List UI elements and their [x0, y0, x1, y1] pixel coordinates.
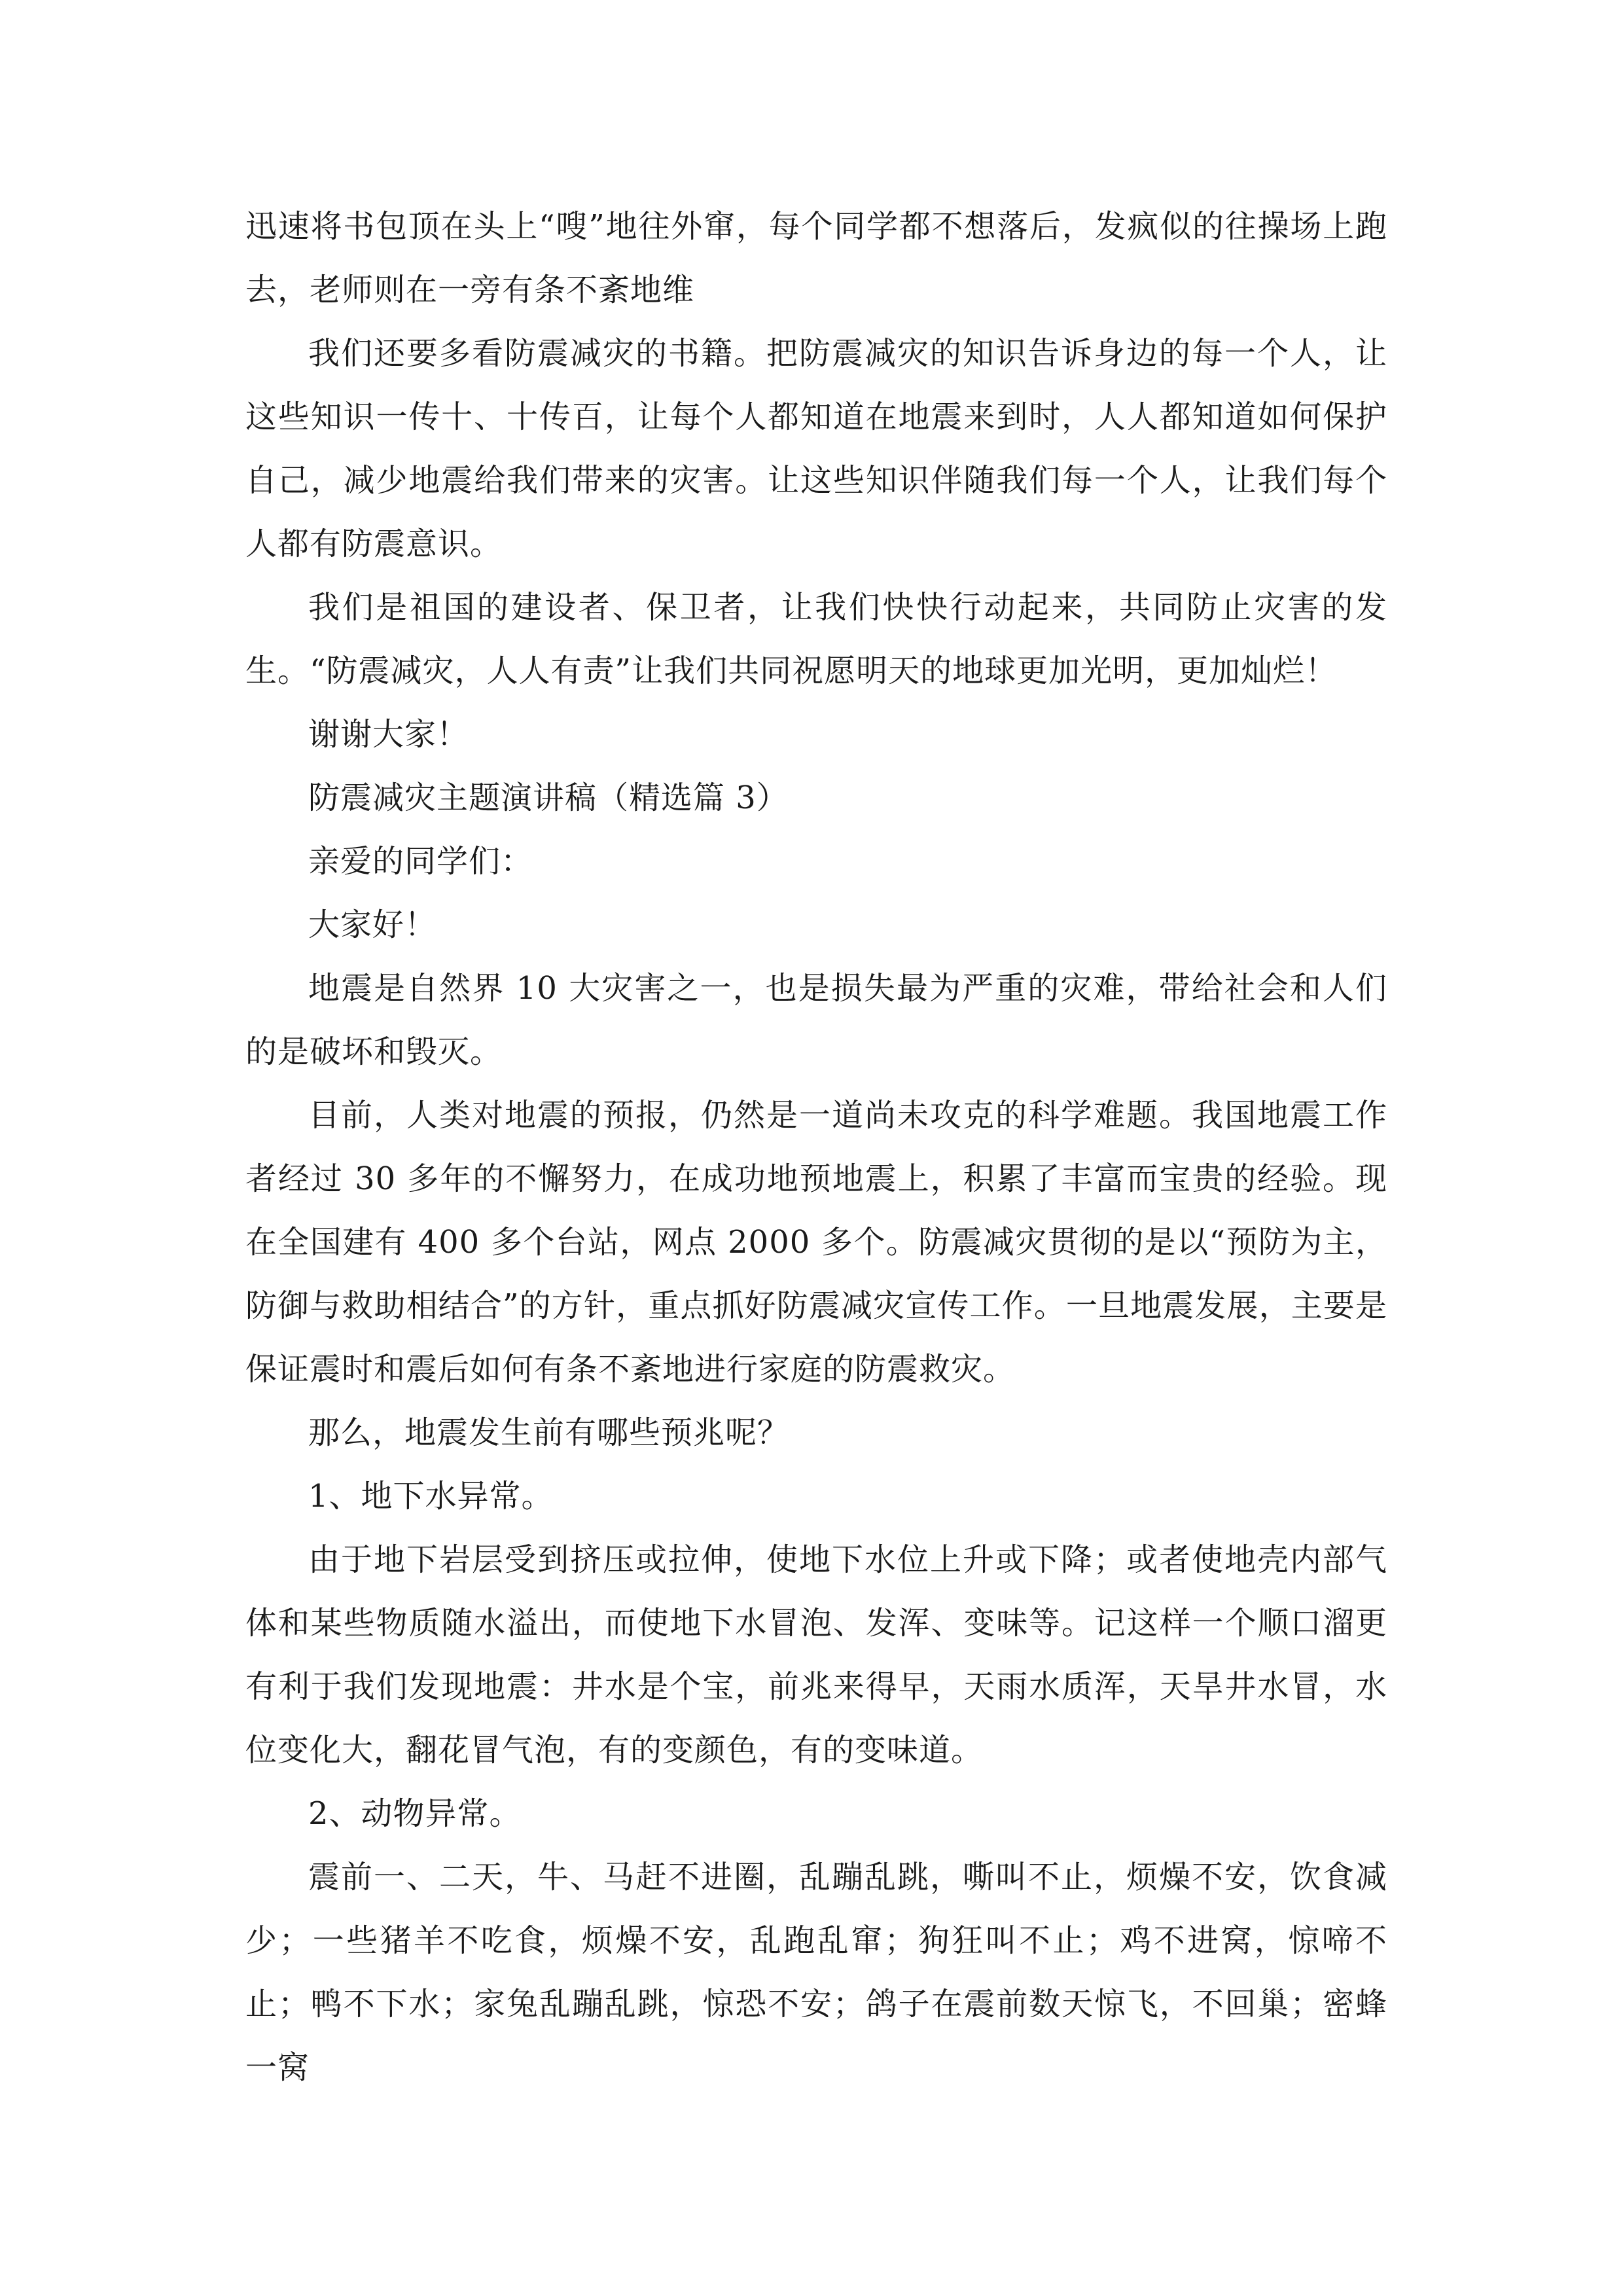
- paragraph-2: 我们还要多看防震减灾的书籍。把防震减灾的知识告诉身边的每一个人，让这些知识一传十、十传百，让每个人都知道在地震来到时，人人都知道如何保护自己，减少地震给我们带来的灾害。让这些知识伴随我们每一个人，让我们每个人都有防震意识。: [245, 335, 1387, 562]
- paragraph-4: 谢谢大家！: [308, 716, 469, 753]
- list-heading-1: 1、地下水异常。: [308, 1478, 554, 1515]
- section-heading: 防震减灾主题演讲稿（精选篇 3）: [308, 780, 789, 816]
- paragraph-1: 迅速将书包顶在头上“嗖”地往外窜，每个同学都不想落后，发疯似的往操场上跑去，老师则在一旁有条不紊地维: [245, 208, 1387, 308]
- paragraph-12: 由于地下岩层受到挤压或拉伸，使地下水位上升或下降；或者使地壳内部气体和某些物质随水溢出，而使地下水冒泡、发浑、变味等。记这样一个顺口溜更有利于我们发现地震：井水是个宝，前兆来得早，天雨水质浑，天旱井水冒，水位变化大，翻花冒气泡，有的变颜色，有的变味道。: [245, 1541, 1387, 1768]
- paragraph-10: 那么，地震发生前有哪些预兆呢？: [308, 1414, 790, 1451]
- salutation: 亲爱的同学们：: [308, 843, 533, 880]
- paragraph-3: 我们是祖国的建设者、保卫者，让我们快快行动起来，共同防止灾害的发生。“防震减灾，人人有责”让我们共同祝愿明天的地球更加光明，更加灿烂！: [245, 589, 1387, 689]
- paragraph-14: 震前一、二天，牛、马赶不进圈，乱蹦乱跳，嘶叫不止，烦燥不安，饮食减少；一些猪羊不吃食，烦燥不安，乱跑乱窜；狗狂叫不止；鸡不进窝，惊啼不止；鸭不下水；家兔乱蹦乱跳，惊恐不安；鸽子在震前数天惊飞，不回巢；密蜂一窝: [245, 1859, 1387, 2086]
- document-body: [245, 195, 1387, 2100]
- list-heading-2: 2、动物异常。: [308, 1795, 522, 1832]
- paragraph-9: 目前，人类对地震的预报，仍然是一道尚未攻克的科学难题。我国地震工作者经过 30 多年的不懈努力，在成功地预地震上，积累了丰富而宝贵的经验。现在全国建有 400 多个台站，网点 2000 多个。防震减灾贯彻的是以“预防为主，防御与救助相结合”的方针，重点抓好防震减灾宣传工作。一旦地震发展，主要是保证震时和震后如何有条不紊地进行家庭的防震救灾。: [245, 1097, 1387, 1388]
- paragraph-8: 地震是自然界 10 大灾害之一，也是损失最为严重的灾难，带给社会和人们的是破坏和毁灭。: [245, 970, 1387, 1070]
- greeting: 大家好！: [308, 906, 437, 943]
